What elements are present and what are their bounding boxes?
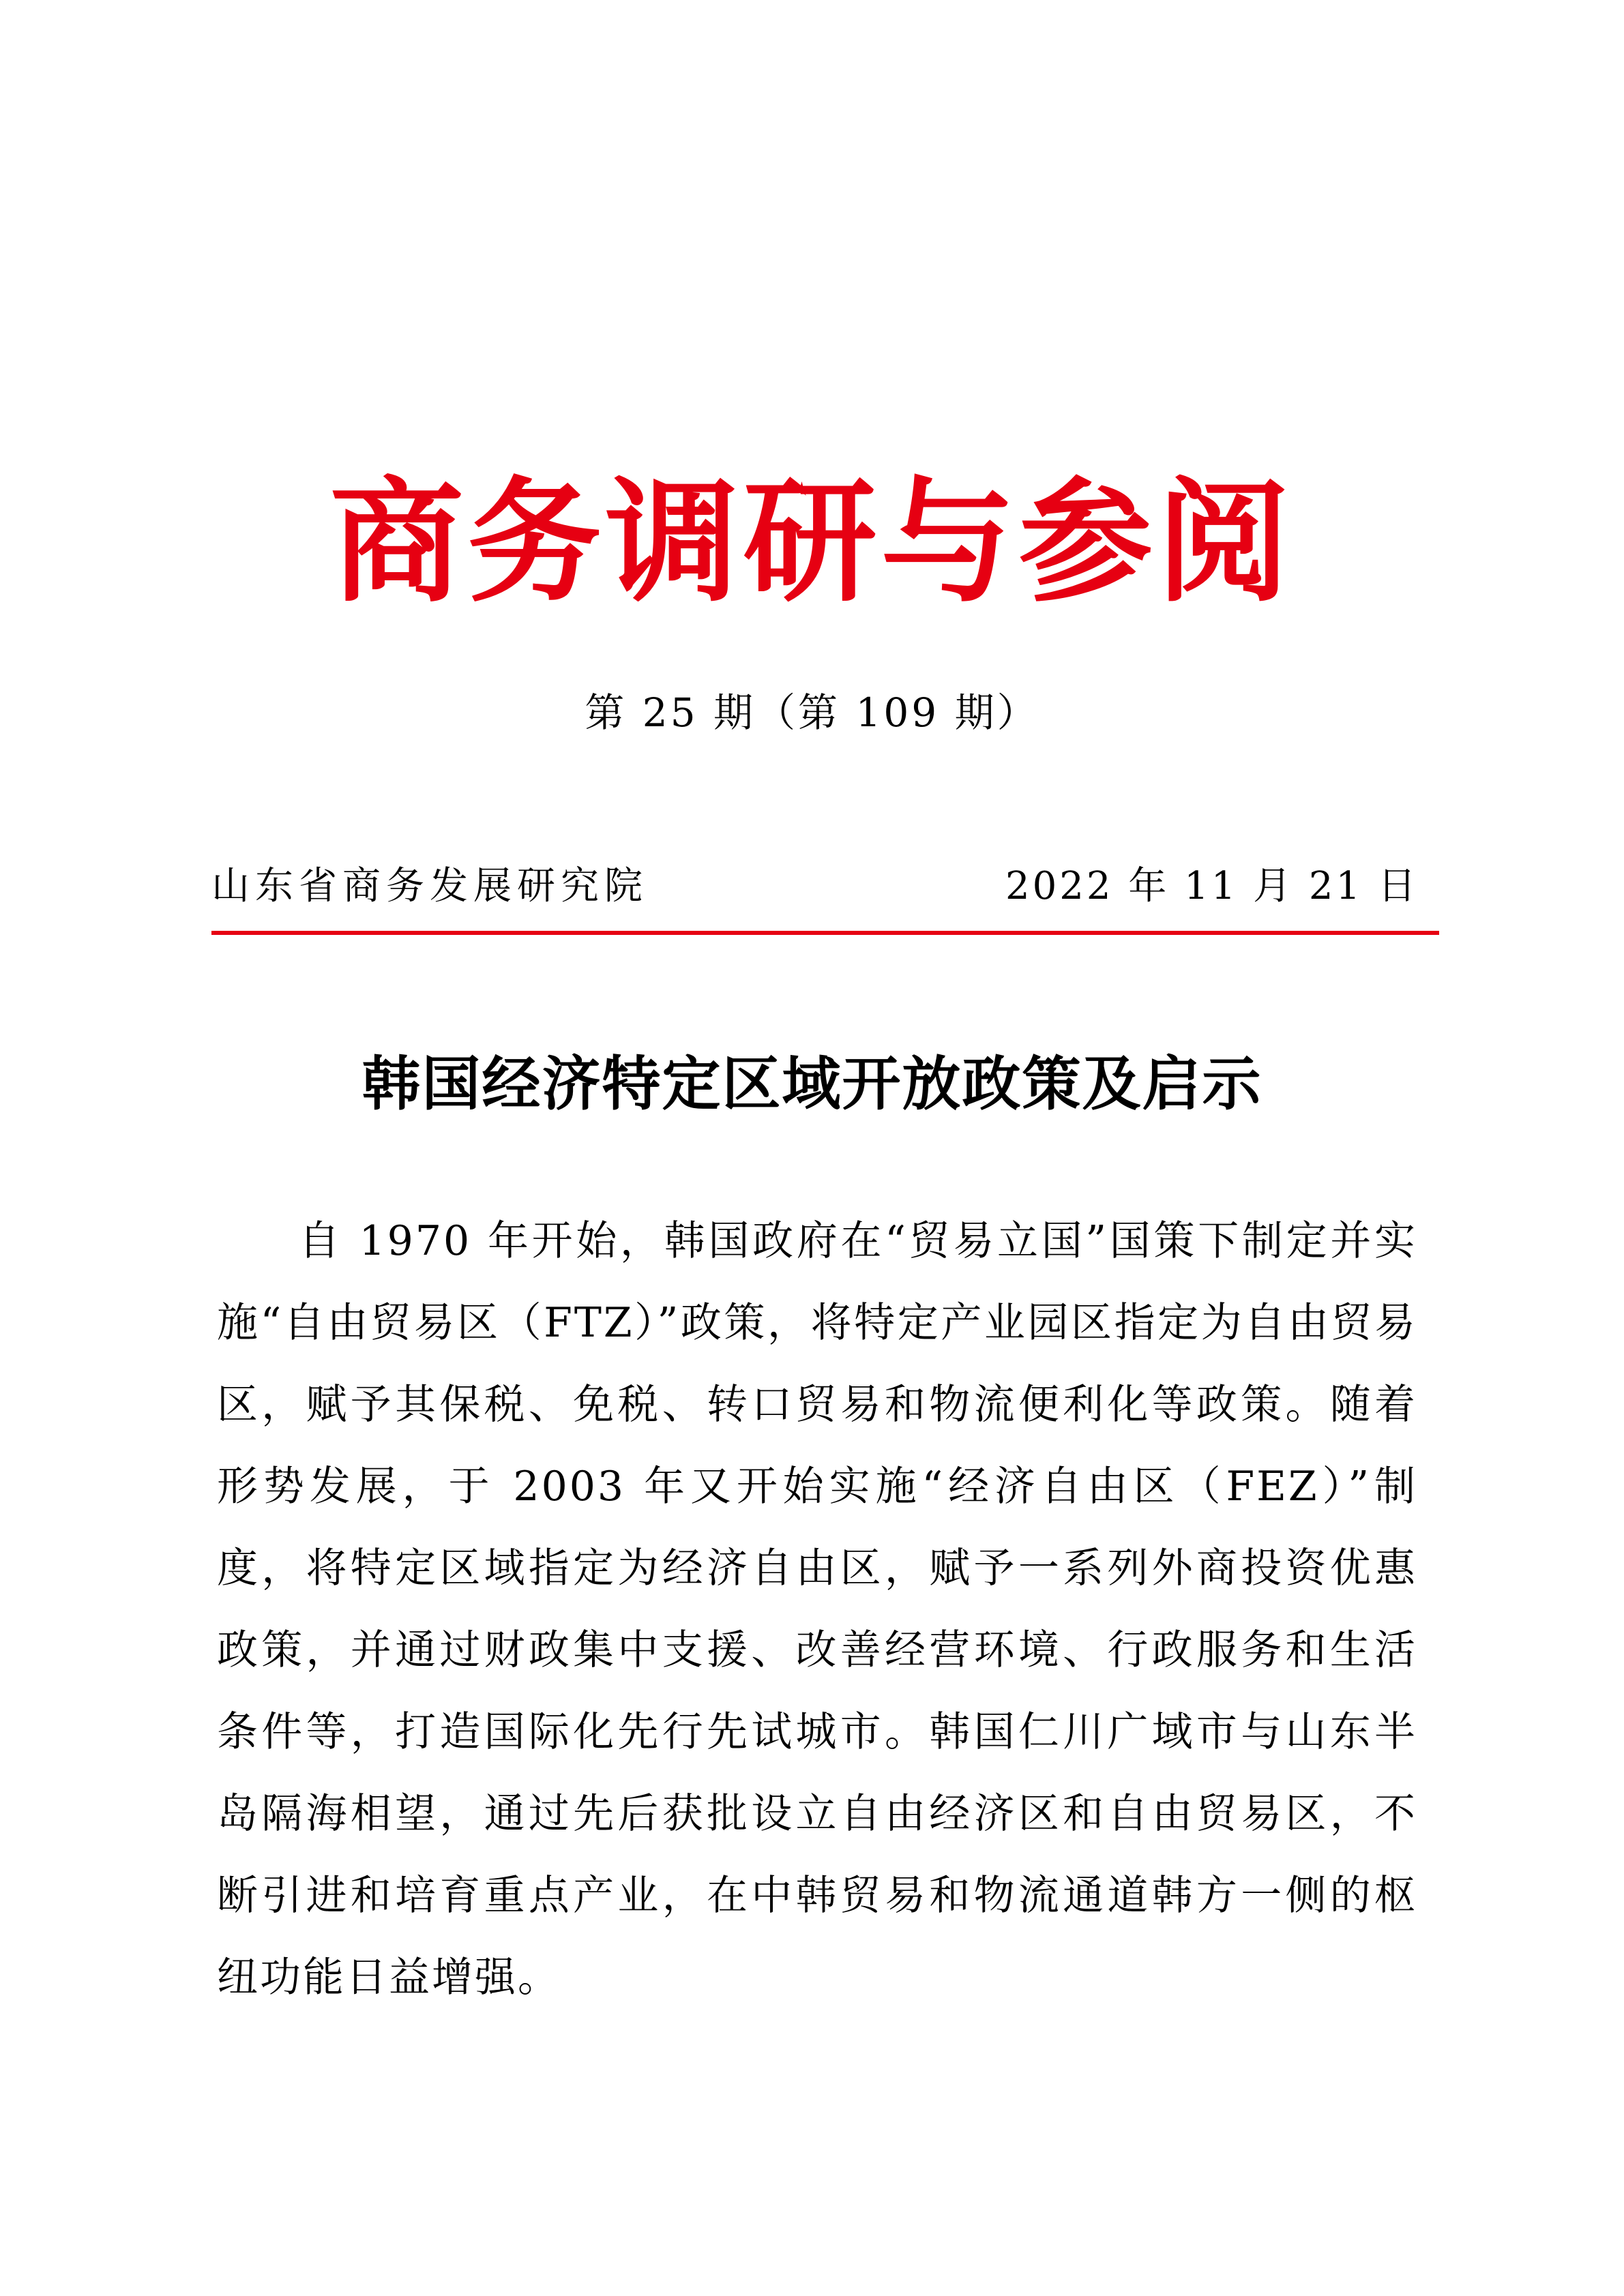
publication-masthead: 商务调研与参阅	[329, 464, 1295, 621]
article-title: 韩国经济特定区域开放政策及启示	[361, 1049, 1263, 1118]
issue-number: 第 25 期（第 109 期）	[585, 689, 1039, 736]
publication-meta-row	[211, 859, 1419, 914]
article-paragraph: 自 1970 年开始，韩国政府在“贸易立国”国策下制定并实施“自由贸易区（FTZ）”政策，将特定产业园区指定为自由贸易区，赋予其保税、免税、转口贸易和物流便利化等政策。随着形势发展，于 2003 年又开始实施“经济自由区（FEZ）”制度，将特定区域指定为经济自由区，赋予一系列外商投资优惠政策，并通过财政集中支援、改善经营环境、行政服务和生活条件等，打造国际化先行先试城市。韩国仁川广域市与山东半岛隔海相望，通过先后获批设立自由经济区和自由贸易区，不断引进和培育重点产业，在中韩贸易和物流通道韩方一侧的枢纽功能日益增强。	[217, 1217, 1417, 2001]
publisher-organization: 山东省商务发展研究院	[211, 864, 648, 908]
publication-date: 2022 年 11 月 21 日	[1005, 864, 1419, 908]
header-divider	[211, 931, 1439, 935]
